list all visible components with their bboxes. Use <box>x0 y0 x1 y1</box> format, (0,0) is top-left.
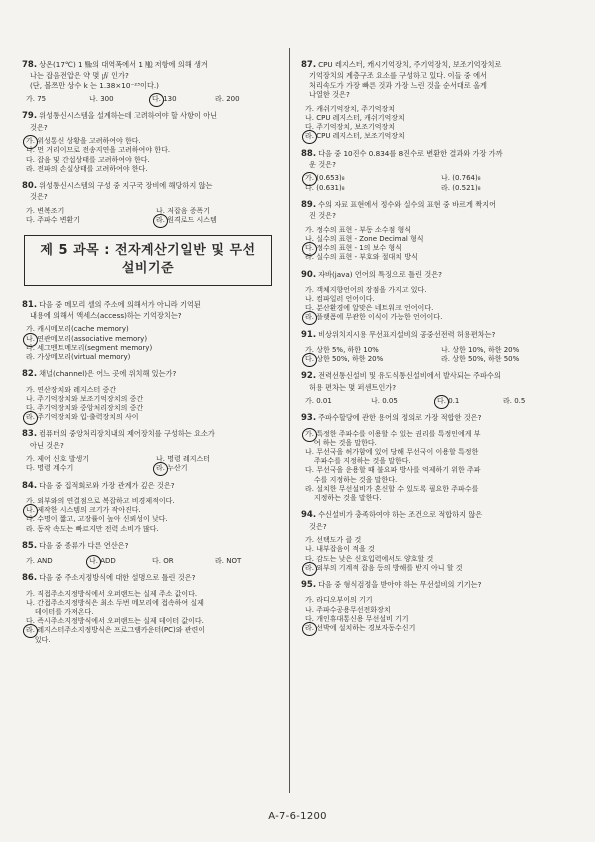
answer-option-selected[interactable]: 나. ADD <box>89 557 152 566</box>
question-line: (단, 볼쯔만 상수 k 는 1.38×10⁻²³이다.) <box>30 80 159 90</box>
answer-option[interactable]: 라. 가상메모리(virtual memory) <box>26 353 131 362</box>
question-text <box>22 481 278 492</box>
answer-option[interactable]: 가. 연산장치와 레지스터 중간 <box>26 385 117 394</box>
answer-option[interactable]: 가. 외부와의 연결점으로 복잡하고 비경제적이다. <box>26 496 175 505</box>
answer-options <box>22 137 278 174</box>
answer-option-selected[interactable]: 라. 플랫폼에 무관한 이식이 가능한 언어이다. <box>305 313 569 322</box>
question-line: 다음 중 메모리 셀의 주소에 의해서가 아니라 기억된 <box>39 299 201 309</box>
answer-option-selected[interactable]: 라. 주기억장치와 입·출력장치의 사이 <box>26 413 278 422</box>
answer-option[interactable]: 다. 주파수 변환기 <box>26 216 81 225</box>
question-line: 다음 중 주소지정방식에 대한 설명으로 틀린 것은? <box>39 573 196 583</box>
left-column <box>22 60 278 652</box>
question-line: 상온(17℃) 1 ㎒의 대역폭에서 1 ㏁ 저항에 의해 생겨 <box>39 60 208 69</box>
answer-option[interactable]: 라. NOT <box>215 557 242 566</box>
question-82 <box>22 369 278 422</box>
answer-option-selected[interactable]: 가. (0.653)₈ <box>305 174 433 183</box>
answer-option[interactable]: 나. 먼 거리이므로 전송지연을 고려하여야 한다. <box>26 146 171 155</box>
question-84 <box>22 481 278 534</box>
answer-option[interactable]: 라. 0.5 <box>503 397 526 406</box>
question-number: 84. <box>22 480 38 491</box>
answer-option[interactable]: 라. (0.521)₈ <box>441 183 481 192</box>
answer-options <box>22 386 278 423</box>
answer-option[interactable]: 다. 분산환경에 알맞은 네트워크 언어이다. <box>305 304 434 313</box>
answer-option[interactable]: 다. 세그멘트메모리(segment memory) <box>26 343 153 352</box>
question-number: 80. <box>22 181 38 192</box>
question-line: 다음 중 10진수 0.834를 8진수로 변환한 결과와 가장 가까 <box>318 148 503 158</box>
answer-option[interactable]: 다. 무선국을 운용할 때 불요파 방사를 억제하기 위한 주파 수를 지정하는 것을 말한다. <box>305 466 481 484</box>
answer-option[interactable]: 가. 캐시메모리(cache memory) <box>26 325 129 334</box>
question-text <box>22 181 278 202</box>
question-95 <box>301 580 569 633</box>
answer-option[interactable]: 다. 주기억장치, 보조기억장치 <box>305 123 396 132</box>
question-85 <box>22 541 278 566</box>
answer-options <box>22 95 278 104</box>
question-line: 내용에 의해서 액세스(access)하는 기억장치는? <box>30 310 182 320</box>
page-footer: A-7-6-1200 <box>268 811 327 822</box>
question-text <box>301 330 569 341</box>
question-90 <box>301 270 569 323</box>
answer-option[interactable]: 가. 상한 5%, 하한 10% <box>305 345 379 354</box>
answer-option[interactable]: 라. 전파의 손실상태를 고려하여야 한다. <box>26 164 148 173</box>
question-group-1 <box>22 60 278 225</box>
answer-options <box>22 455 278 473</box>
answer-option[interactable]: 나. CPU 레지스터, 캐쉬기억장치 <box>305 113 405 122</box>
answer-options <box>22 497 278 534</box>
question-number: 85. <box>22 540 38 551</box>
question-number: 82. <box>22 369 38 380</box>
answer-option[interactable]: 나. 컴파일러 언어이다. <box>305 294 375 303</box>
right-column <box>301 60 569 640</box>
answer-option-selected[interactable]: 라. 외부의 기계적 잡음 등의 방해를 받지 아니 할 것 <box>305 564 569 573</box>
answer-option-selected[interactable]: 나. 연관메모리(associative memory) <box>26 335 278 344</box>
answer-option[interactable]: 나. 상한 10%, 하한 20% <box>441 345 520 354</box>
question-text <box>301 60 569 100</box>
answer-option[interactable]: 가. 정수의 표현 - 부동 소수점 형식 <box>305 225 412 234</box>
answer-option[interactable]: 다. 잡음 및 간섭상태를 고려하여야 한다. <box>26 155 150 164</box>
question-line: 운 것은? <box>309 159 336 169</box>
answer-option[interactable]: 나. 주기억장치와 보조기억장치의 중간 <box>26 394 144 403</box>
question-83 <box>22 429 278 473</box>
question-number: 78. <box>22 60 38 70</box>
question-line: 것은? <box>30 122 48 132</box>
answer-option[interactable]: 나. 300 <box>89 95 114 104</box>
question-89 <box>301 200 569 263</box>
question-line: 것은? <box>309 521 327 531</box>
question-line: 전력선통신설비 및 유도식통신설비에서 발사되는 주파수의 <box>318 371 501 381</box>
answer-option-selected[interactable]: 라. 레지스터주소지정방식은 프로그램카운터(PC)와 관련이 있다. <box>26 626 278 644</box>
question-line: 다음 중 형식검정을 받아야 하는 무선설비의 기기는? <box>318 580 482 590</box>
question-line: 컴퓨터의 중앙처리장치내의 제어장치를 구성하는 요소가 <box>39 429 215 439</box>
answer-option[interactable]: 나. (0.764)₈ <box>441 174 481 183</box>
answer-option[interactable]: 라. 설치한 무선설비가 혼신할 수 있도록 필요한 주파수를 지정하는 것을 말한다. <box>305 484 479 503</box>
answer-option[interactable]: 가. 75 <box>26 95 47 104</box>
answer-option-selected[interactable]: 라. 선박에 설치하는 경보자동수신기 <box>305 624 569 633</box>
answer-options <box>22 557 278 566</box>
answer-options <box>301 397 569 406</box>
answer-options <box>301 286 569 323</box>
question-text <box>301 270 569 281</box>
question-line: 채널(channel)은 어느 곳에 위치해 있는가? <box>39 369 177 379</box>
question-number: 92. <box>301 371 317 382</box>
question-line: 다음 중 종류가 다른 연산은? <box>39 540 129 550</box>
answer-option[interactable]: 라. 200 <box>215 95 240 104</box>
question-number: 93. <box>301 413 317 424</box>
answer-option[interactable]: 가. 캐쉬기억장치, 주기억장치 <box>305 104 396 113</box>
question-text <box>22 429 278 450</box>
answer-option[interactable]: 다. 주기억장치와 중앙처리장치의 중간 <box>26 404 144 413</box>
answer-option[interactable]: 가. 선택도가 클 것 <box>305 536 362 545</box>
answer-option[interactable]: 가. 0.01 <box>305 397 332 406</box>
answer-option[interactable]: 가. AND <box>26 557 53 566</box>
question-number: 83. <box>22 429 38 440</box>
question-line: 진 것은? <box>309 211 336 221</box>
question-text <box>301 510 569 531</box>
answer-option[interactable]: 가. 변복조기 <box>26 206 65 215</box>
question-line: CPU 레지스터, 캐시기억장치, 주기억장치, 보조기억장치로 <box>318 60 502 69</box>
answer-option[interactable]: 다. (0.631)₈ <box>305 183 345 192</box>
question-text <box>301 580 569 591</box>
answer-option[interactable]: 나. 무선국을 허가함에 있어 당해 무선국이 이용할 특정한 주파수를 지정하는 것을 말한다. <box>305 447 479 466</box>
answer-option[interactable]: 나. 주파수공용무선전화장치 <box>305 605 391 614</box>
answer-option-selected[interactable]: 다. 130 <box>152 95 215 104</box>
answer-options <box>301 226 569 263</box>
question-text <box>22 111 278 132</box>
answer-option[interactable]: 다. 즉시주소지정방식에서 오퍼랜드는 실제 데이터 값이다. <box>26 617 204 626</box>
question-text <box>22 369 278 380</box>
question-87 <box>301 60 569 142</box>
question-91 <box>301 330 569 365</box>
question-number: 95. <box>301 580 317 591</box>
question-text <box>22 541 278 552</box>
answer-option[interactable]: 라. 상한 50%, 하한 50% <box>441 355 520 364</box>
question-line: 기억장치의 계층구조 요소를 구성하고 있다. 이들 중 에서 <box>309 71 487 81</box>
section-header <box>24 235 272 285</box>
answer-options <box>301 105 569 142</box>
question-text <box>22 300 278 321</box>
answer-option[interactable]: 가. 라디오부이의 기기 <box>305 596 373 605</box>
answer-option-selected[interactable]: 다. 상한 50%, 하한 20% <box>305 355 433 364</box>
question-86 <box>22 573 278 645</box>
question-81 <box>22 300 278 363</box>
question-line: 주파수할당에 관한 용어의 정의로 가장 적합한 것은? <box>318 413 482 423</box>
answer-options <box>301 536 569 573</box>
answer-options <box>22 590 278 645</box>
answer-option[interactable]: 다. 수명이 짧고, 고장률이 높아 신뢰성이 낮다. <box>26 515 168 524</box>
question-number: 88. <box>301 148 317 159</box>
question-line: 다음 중 집적회로와 가장 관계가 깊은 것은? <box>39 480 175 490</box>
answer-option-selected[interactable]: 라. 누산기 <box>156 464 278 473</box>
answer-option[interactable]: 가. 객체지향언어의 장점을 가지고 있다. <box>305 285 427 294</box>
answer-option[interactable]: 다. 감도는 낮은 신호입력에서도 양호할 것 <box>305 554 434 563</box>
question-88 <box>301 149 569 193</box>
answer-option-selected[interactable]: 나. 제작한 시스템의 크기가 작아진다. <box>26 506 278 515</box>
question-number: 89. <box>301 199 317 210</box>
question-number: 94. <box>301 510 317 521</box>
answer-option-selected[interactable]: 라. 원격로드 시스템 <box>156 216 278 225</box>
question-92 <box>301 371 569 406</box>
question-line: 것은? <box>30 192 48 202</box>
question-line: 처리속도가 가장 빠른 것과 가장 느린 것을 순서대로 올게 <box>309 80 487 90</box>
answer-option[interactable]: 나. 0.05 <box>371 397 398 406</box>
question-text <box>22 60 278 90</box>
question-line: 나열한 것은? <box>309 90 350 100</box>
question-number: 79. <box>22 111 38 122</box>
answer-option[interactable]: 나. 내부잡음이 적을 것 <box>305 545 375 554</box>
question-line: 비상위치지시용 무선표지설비의 공중선전력 허용편차는? <box>318 329 496 339</box>
question-93 <box>301 413 569 503</box>
question-number: 86. <box>22 573 38 584</box>
question-79 <box>22 111 278 174</box>
answer-option-selected[interactable]: 다. 0.1 <box>437 397 503 406</box>
answer-option-selected[interactable]: 가. 위성통신 상황을 고려하여야 한다. <box>26 137 278 146</box>
question-80 <box>22 181 278 225</box>
question-number: 90. <box>301 269 317 280</box>
question-line: 아닌 것은? <box>30 440 64 450</box>
answer-option-selected[interactable]: 라. CPU 레지스터, 보조기억장치 <box>305 132 569 141</box>
question-number: 81. <box>22 299 38 310</box>
answer-option[interactable]: 라. 실수의 표현 - 부호와 절대치 방식 <box>305 253 418 262</box>
answer-options <box>22 207 278 225</box>
question-text <box>301 149 569 170</box>
answer-option[interactable]: 나. 명령 레지스터 <box>156 455 211 464</box>
answer-options <box>301 346 569 364</box>
answer-option[interactable]: 나. 간접주소지정방식은 최소 두번 메모리에 접속하여 실제 데이터를 가져온다. <box>26 598 204 616</box>
answer-option[interactable]: 가. 제어 신호 발생기 <box>26 455 89 464</box>
answer-option[interactable]: 나. 실수의 표현 - Zone Decimal 형식 <box>305 234 424 243</box>
question-text <box>301 413 569 424</box>
answer-option-selected[interactable]: 가. 특정한 주파수를 이용할 수 있는 권리를 특정인에게 부 여 하는 것을 말한다. <box>305 430 569 448</box>
answer-option[interactable]: 가. 직접주소지정방식에서 오퍼랜드는 실제 주소 값이다. <box>26 589 198 598</box>
question-group-2 <box>22 300 278 645</box>
question-text <box>22 573 278 584</box>
answer-options <box>301 596 569 633</box>
question-number: 91. <box>301 329 317 340</box>
answer-option[interactable]: 다. OR <box>152 557 174 566</box>
question-line: 자바(java) 언어의 특징으로 틀린 것은? <box>318 269 442 279</box>
answer-options <box>301 430 569 504</box>
answer-options <box>301 174 569 192</box>
answer-option[interactable]: 나. 저잡음 증폭기 <box>156 206 211 215</box>
question-line: 나는 잡음전압은 약 몇 ㎶ 인가? <box>30 71 129 81</box>
question-text <box>301 200 569 221</box>
answer-option[interactable]: 다. 개인휴대통신용 무선설비 기기 <box>305 614 409 623</box>
question-number: 87. <box>301 60 317 70</box>
answer-option[interactable]: 라. 동작 속도는 빠르지만 전력 소비가 많다. <box>26 524 159 533</box>
question-94 <box>301 510 569 573</box>
section-title-line2: 설비기준 <box>121 261 175 277</box>
section-title-line1: 제 5 과목 : 전자계산기일반 및 무선 <box>40 243 256 259</box>
answer-option-selected[interactable]: 다. 정수의 표현 - 1의 보수 형식 <box>305 244 569 253</box>
question-text <box>301 371 569 392</box>
column-divider <box>289 48 290 793</box>
question-line: 위성통신시스템의 구성 중 지구국 장비에 해당하지 않는 <box>39 181 213 191</box>
answer-option[interactable]: 다. 명령 계수기 <box>26 464 74 473</box>
question-line: 위성통신시스템을 설계하는데 고려하여야 할 사항이 아닌 <box>39 111 218 121</box>
answer-options <box>22 325 278 362</box>
question-line: 허용 편차는 몇 퍼센트인가? <box>309 382 397 392</box>
question-line: 수신설비가 충족하여야 하는 조건으로 적합하지 않은 <box>318 510 483 520</box>
question-line: 수의 자료 표현에서 정수와 실수의 표현 중 바르게 짝지어 <box>318 199 497 209</box>
question-78 <box>22 60 278 104</box>
